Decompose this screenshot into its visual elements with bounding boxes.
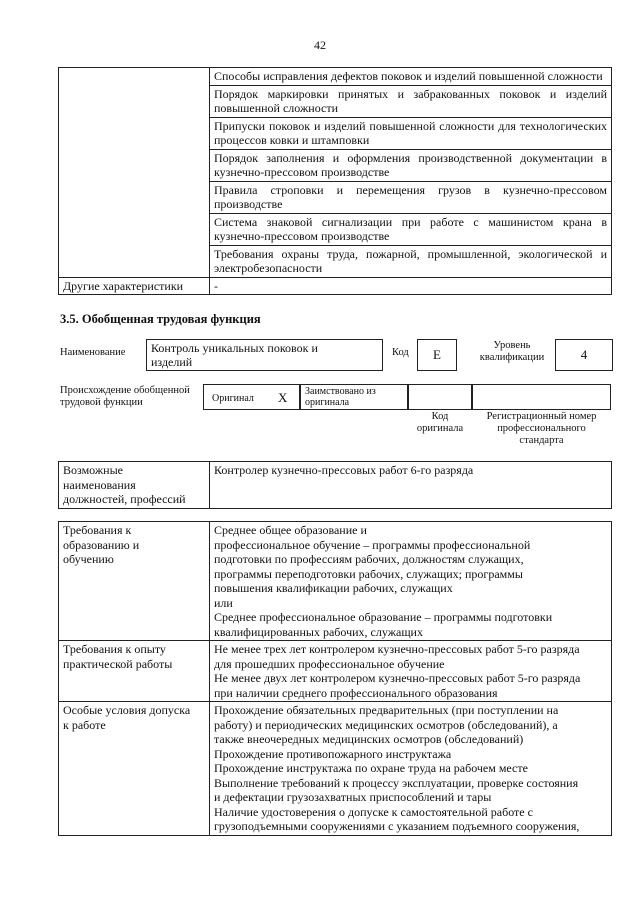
positions-label bbox=[59, 462, 210, 509]
section-title: 3.5. Обобщенная трудовая функция bbox=[60, 312, 261, 326]
experience-label-line: практической работы bbox=[63, 656, 173, 671]
conditions-line: также внеочередных медицинских осмотров (обследований) bbox=[214, 732, 524, 746]
level-label-line: Уровень bbox=[493, 340, 531, 351]
level-value-box: 4 bbox=[555, 339, 613, 371]
code-label: Код bbox=[392, 347, 409, 358]
experience-label bbox=[59, 641, 210, 702]
conditions-line: Прохождение инструктажа по охране труда на рабочем месте bbox=[214, 761, 528, 775]
education-label-line: Требования к bbox=[63, 523, 132, 537]
level-label-line: квалификации bbox=[479, 352, 545, 363]
code-original-caption bbox=[408, 411, 472, 435]
education-line: Среднее профессиональное образование – программы подготовки bbox=[214, 610, 553, 624]
experience-value bbox=[210, 641, 612, 702]
experience-line: Не менее трех лет контролером кузнечно-прессовых работ 5-го разряда bbox=[214, 642, 580, 656]
origin-label bbox=[60, 385, 190, 409]
positions-value: Контролер кузнечно-прессовых работ 6-го разряда bbox=[210, 462, 612, 509]
conditions-label bbox=[59, 702, 210, 836]
borrowed-label-line: Заимствовано из bbox=[305, 386, 376, 397]
conditions-line: Прохождение противопожарного инструктажа bbox=[214, 746, 452, 761]
education-line: квалифицированных рабочих, служащих bbox=[214, 624, 423, 639]
knowledge-row: Правила строповки и перемещения грузов в кузнечно-прессовом производстве bbox=[210, 181, 612, 213]
conditions-value bbox=[210, 702, 612, 836]
origin-label-line: трудовой функции bbox=[60, 397, 143, 408]
education-line: повышения квалификации рабочих, служащих bbox=[214, 581, 453, 595]
conditions-line: Наличие удостоверения о допуске к самостоятельной работе с bbox=[214, 804, 533, 819]
education-line: или bbox=[214, 595, 233, 610]
level-label bbox=[462, 340, 562, 364]
knowledge-row: Способы исправления дефектов поковок и изделий повышенной сложности bbox=[210, 68, 612, 86]
conditions-label-line: к работе bbox=[63, 717, 106, 732]
other-characteristics-value: - bbox=[210, 277, 612, 295]
education-line: подготовки по профессиям рабочих, должностям служащих, bbox=[214, 552, 524, 566]
education-value bbox=[210, 522, 612, 641]
function-name-line: изделий bbox=[151, 355, 193, 369]
experience-line: Не менее двух лет контролером кузнечно-прессовых работ 5-го разряда bbox=[214, 671, 581, 685]
experience-line: для прошедших профессиональное обучение bbox=[214, 656, 445, 671]
knowledge-row: Порядок маркировки принятых и забракованных поковок и изделий повышенной сложности bbox=[210, 85, 612, 117]
conditions-line: Выполнение требований к процессу эксплуатации, проверке состояния bbox=[214, 775, 579, 790]
requirements-table bbox=[58, 521, 612, 836]
reg-number-line: профессионального bbox=[497, 423, 586, 434]
knowledge-label-cell bbox=[59, 68, 210, 278]
conditions-line: и дефектации грузозахватных приспособлений и тары bbox=[214, 790, 492, 804]
reg-number-box bbox=[472, 384, 611, 410]
original-box bbox=[203, 384, 300, 410]
education-label-line: образованию и bbox=[63, 537, 140, 552]
experience-label-line: Требования к опыту bbox=[63, 642, 166, 656]
conditions-line: Прохождение обязательных предварительных (при поступлении на bbox=[214, 703, 559, 717]
positions-label-line: наименования bbox=[63, 477, 136, 492]
knowledge-row: Система знаковой сигнализации при работе с машинистом крана в кузнечно-прессовом производстве bbox=[210, 213, 612, 245]
code-original-line: Код bbox=[431, 411, 449, 422]
reg-number-line: Регистрационный номер bbox=[486, 411, 597, 422]
conditions-line: грузоподъемными сооружениями с указанием подъемного сооружения, bbox=[214, 819, 580, 833]
knowledge-row: Порядок заполнения и оформления производственной документации в кузнечно-прессовом производстве bbox=[210, 149, 612, 181]
education-line: Среднее общее образование и bbox=[214, 523, 367, 537]
function-name-line: Контроль уникальных поковок и bbox=[151, 341, 318, 355]
original-label: Оригинал bbox=[212, 393, 254, 404]
borrowed-box bbox=[300, 384, 408, 410]
code-original-line: оригинала bbox=[416, 423, 464, 434]
code-value-box: E bbox=[417, 339, 457, 371]
positions-label-line: Возможные bbox=[63, 463, 123, 477]
origin-label-line: Происхождение обобщенной bbox=[60, 385, 190, 396]
education-line: профессиональное обучение – программы профессиональной bbox=[214, 537, 531, 552]
other-characteristics-label: Другие характеристики bbox=[59, 277, 210, 295]
reg-number-line: стандарта bbox=[519, 435, 564, 446]
page-number: 42 bbox=[314, 38, 326, 52]
education-label-line: обучению bbox=[63, 552, 114, 566]
education-label bbox=[59, 522, 210, 641]
positions-table bbox=[58, 461, 612, 509]
conditions-line: работу) и периодических медицинских осмотров (обследований), а bbox=[214, 717, 558, 732]
knowledge-row: Припуски поковок и изделий повышенной сложности для технологических процессов ковки и штамповки bbox=[210, 117, 612, 149]
original-mark: X bbox=[278, 390, 288, 405]
code-original-box bbox=[408, 384, 472, 410]
experience-line: при наличии среднего профессионального образования bbox=[214, 685, 498, 700]
positions-label-line: должностей, профессий bbox=[63, 492, 186, 506]
name-label: Наименование bbox=[60, 347, 126, 358]
knowledge-row: Требования охраны труда, пожарной, промышленной, экологической и электробезопасности bbox=[210, 245, 612, 277]
reg-number-caption bbox=[472, 411, 611, 447]
function-name-box bbox=[146, 339, 383, 371]
knowledge-table bbox=[58, 67, 612, 295]
education-line: программы переподготовки рабочих, служащих; программы bbox=[214, 566, 523, 581]
borrowed-label-line: оригинала bbox=[305, 397, 350, 408]
conditions-label-line: Особые условия допуска bbox=[63, 703, 191, 717]
